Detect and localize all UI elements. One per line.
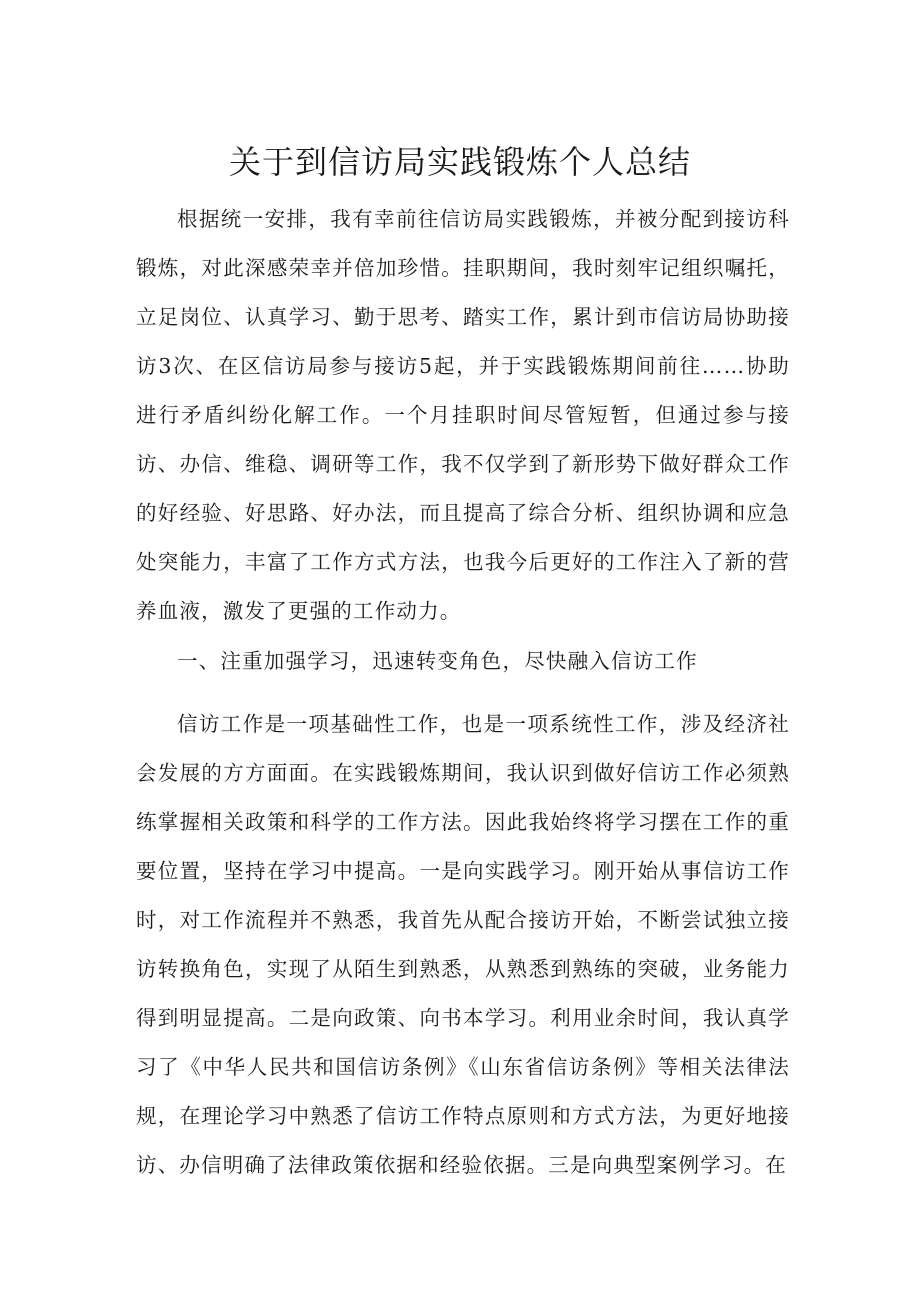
paragraph-section-1: 信访工作是一项基础性工作，也是一项系统性工作，涉及经济社会发展的方方面面。在实践锻炼期间，我认识到做好信访工作必须熟练掌握相关政策和科学的工作方法。因此我始终将学习摆在工作的重要位置，坚持在学习中提高。一是向实践学习。刚开始从事信访工作时，对工作流程并不熟悉，我首先从配合接访开始，不断尝试独立接访转换角色，实现了从陌生到熟悉，从熟悉到熟练的突破，业务能力得到明显提高。二是向政策、向书本学习。利用业余时间，我认真学习了《中华人民共和国信访条例》《山东省信访条例》等相关法律法规，在理论学习中熟悉了信访工作特点原则和方式方法，为更好地接访、办信明确了法律政策依据和经验依据。三是向典型案例学习。在: [136, 712, 790, 1177]
document-title: 关于到信访局实践锻炼个人总结: [228, 143, 691, 181]
section-heading-1: 一、注重加强学习，迅速转变角色，尽快融入信访工作: [177, 649, 698, 673]
paragraph-intro: 根据统一安排，我有幸前往信访局实践锻炼，并被分配到接访科锻炼，对此深感荣幸并倍加珍惜。挂职期间，我时刻牢记组织嘱托，立足岗位、认真学习、勤于思考、踏实工作，累计到市信访局协助接访3次、在区信访局参与接访5起，并于实践锻炼期间前往……协助进行矛盾纠纷化解工作。一个月挂职时间尽管短暂，但通过参与接访、办信、维稳、调研等工作，我不仅学到了新形势下做好群众工作的好经验、好思路、好办法，而且提高了综合分析、组织协调和应急处突能力，丰富了工作方式方法，也我今后更好的工作注入了新的营养血液，激发了更强的工作动力。: [136, 207, 790, 623]
